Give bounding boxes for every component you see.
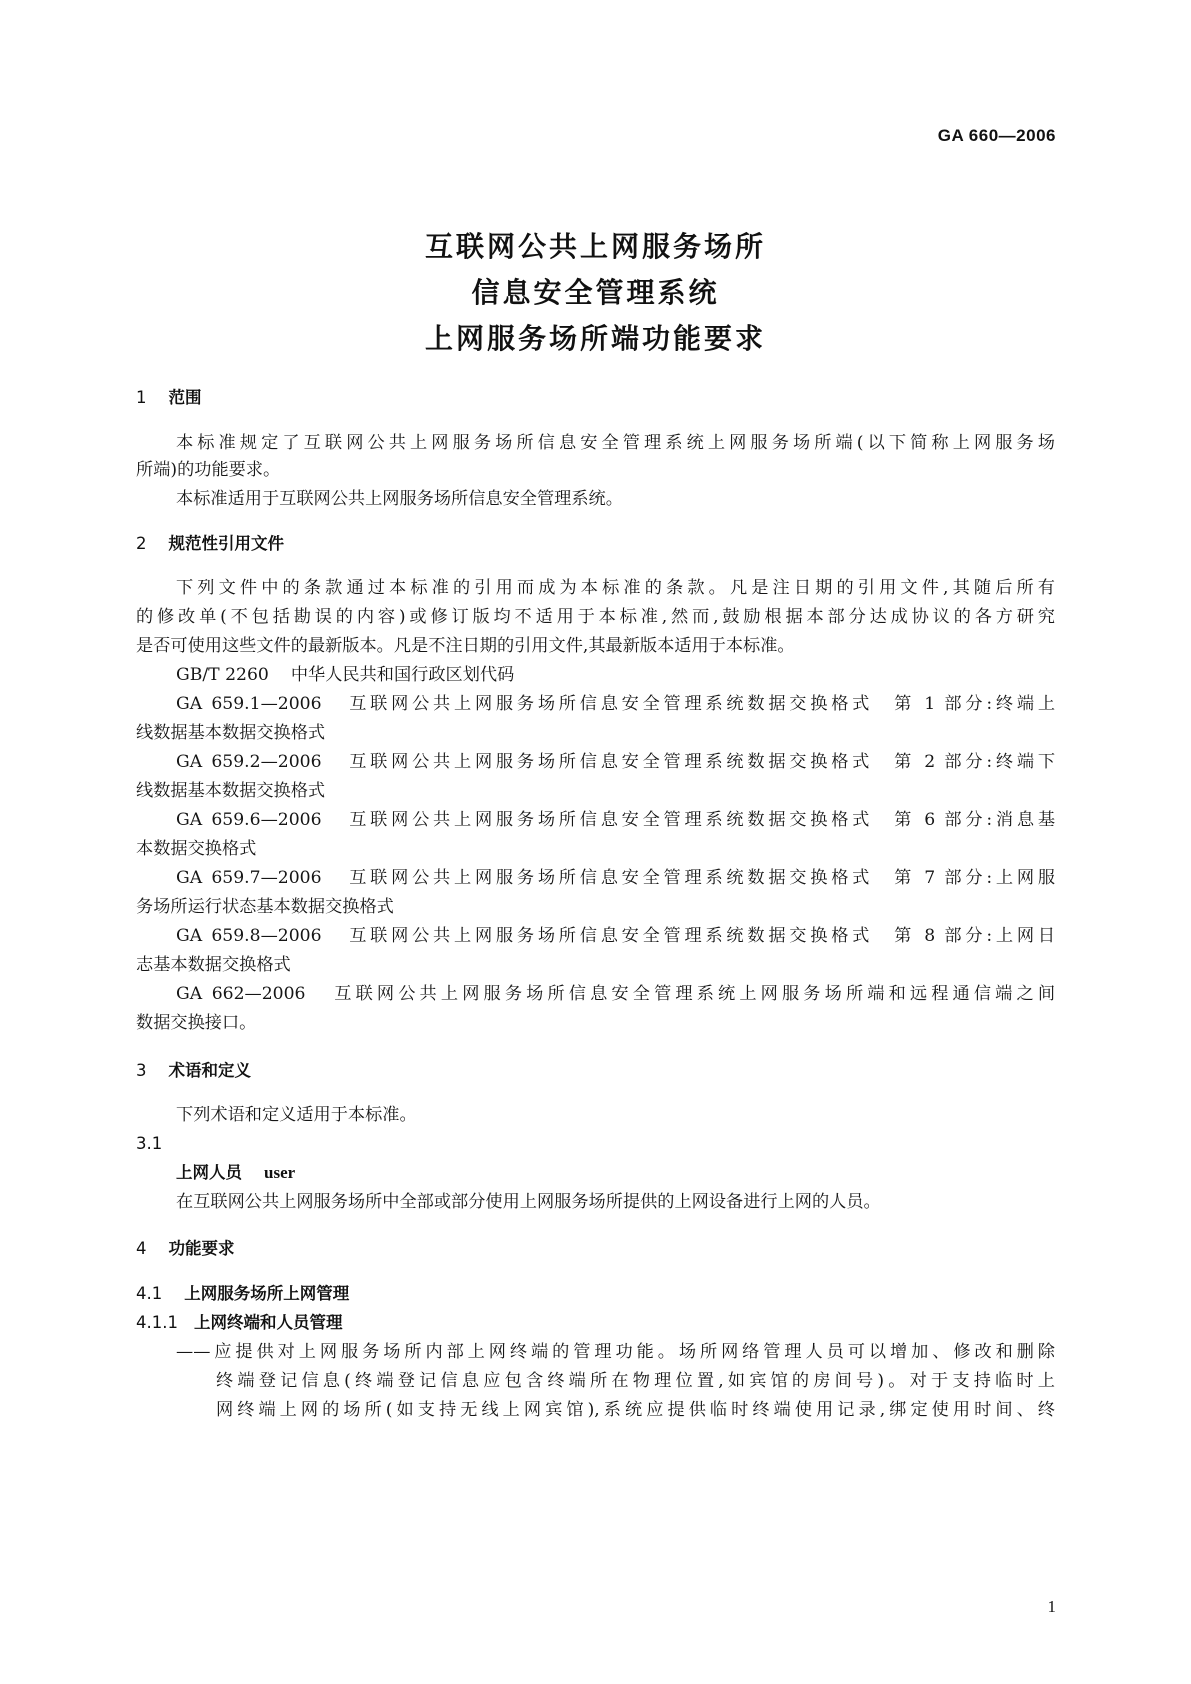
ref-item-7 <box>176 981 1055 1007</box>
sec1-para1-line1: 本标准规定了互联网公共上网服务场所信息安全管理系统上网服务场所端(以下简称上网服务场 <box>176 433 1055 453</box>
sec2-para1-line2: 的修改单(不包括勘误的内容)或修订版均不适用于本标准,然而,鼓励根据本部分达成协议的各方研究 <box>136 607 1055 627</box>
ref-item-2-cont: 线数据基本数据交换格式 <box>136 723 326 743</box>
ref-title: 互联网公共上网服务场所信息安全管理系统数据交换格式 第 7 部分:上网服 <box>349 868 1056 888</box>
ref-title: 互联网公共上网服务场所信息安全管理系统数据交换格式 第 1 部分:终端上 <box>349 694 1056 714</box>
sec1-para2: 本标准适用于互联网公共上网服务场所信息安全管理系统。 <box>176 489 623 509</box>
ref-item-4 <box>176 807 1055 833</box>
ref-code: GA 659.7—2006 <box>176 868 322 888</box>
section-1-title: 范围 <box>168 388 202 407</box>
sec1-para1-line2: 所端)的功能要求。 <box>136 460 281 480</box>
section-4-number: 4 <box>136 1239 147 1258</box>
ref-code: GA 659.8—2006 <box>176 926 322 946</box>
section-3-number: 3 <box>136 1061 147 1080</box>
subsection-4-1-number: 4.1 <box>136 1284 163 1303</box>
title-line-3: 上网服务场所端功能要求 <box>424 322 766 355</box>
ref-item-3-cont: 线数据基本数据交换格式 <box>136 781 326 801</box>
section-2-title: 规范性引用文件 <box>168 534 284 553</box>
ref-item-2 <box>176 691 1055 717</box>
section-2-heading <box>136 531 284 557</box>
ref-title: 中华人民共和国行政区划代码 <box>290 665 515 685</box>
term-entry <box>176 1160 295 1186</box>
section-3-title: 术语和定义 <box>168 1061 251 1080</box>
list-item-1-line3: 网终端上网的场所(如支持无线上网宾馆),系统应提供临时终端使用记录,绑定使用时间、终 <box>216 1400 1055 1420</box>
term-chinese: 上网人员 <box>176 1163 242 1182</box>
title-line-1: 互联网公共上网服务场所 <box>424 230 766 263</box>
section-4-title: 功能要求 <box>168 1239 235 1258</box>
section-1-number: 1 <box>136 388 147 407</box>
ref-title: 互联网公共上网服务场所信息安全管理系统数据交换格式 第 8 部分:上网日 <box>349 926 1056 946</box>
ref-item-4-cont: 本数据交换格式 <box>136 839 257 859</box>
ref-item-6 <box>176 923 1055 949</box>
ref-item-5 <box>176 865 1055 891</box>
ref-code: GA 659.6—2006 <box>176 810 322 830</box>
page-number: 1 <box>1047 1597 1056 1616</box>
section-1-heading <box>136 385 202 411</box>
subsection-4-1-1-title: 上网终端和人员管理 <box>193 1313 343 1332</box>
sec2-para1-line1: 下列文件中的条款通过本标准的引用而成为本标准的条款。凡是注日期的引用文件,其随后所有 <box>176 578 1055 598</box>
list-item-1-line2: 终端登记信息(终端登记信息应包含终端所在物理位置,如宾馆的房间号)。对于支持临时上 <box>216 1371 1055 1391</box>
standard-code: GA 660—2006 <box>937 126 1056 145</box>
ref-item-6-cont: 志基本数据交换格式 <box>136 955 291 975</box>
sec3-para1: 下列术语和定义适用于本标准。 <box>176 1105 417 1125</box>
section-2-number: 2 <box>136 534 147 553</box>
subsection-4-1-heading <box>136 1281 349 1307</box>
ref-code: GB/T 2260 <box>176 665 269 685</box>
ref-title: 互联网公共上网服务场所信息安全管理系统数据交换格式 第 6 部分:消息基 <box>349 810 1056 830</box>
subsection-4-1-1-number: 4.1.1 <box>136 1313 178 1332</box>
section-3-heading <box>136 1058 251 1084</box>
section-4-heading <box>136 1236 235 1262</box>
term-english: user <box>264 1163 296 1182</box>
ref-code: GA 659.2—2006 <box>176 752 322 772</box>
ref-item-1 <box>176 662 514 688</box>
subsection-3-1-number: 3.1 <box>136 1134 163 1153</box>
title-line-2: 信息安全管理系统 <box>471 276 720 309</box>
ref-item-5-cont: 务场所运行状态基本数据交换格式 <box>136 897 394 917</box>
subsection-4-1-1-heading <box>136 1310 342 1336</box>
sec2-para1-line3: 是否可使用这些文件的最新版本。凡是不注日期的引用文件,其最新版本适用于本标准。 <box>136 636 795 656</box>
ref-item-7-cont: 数据交换接口。 <box>136 1013 257 1033</box>
list-item-1-line1: ——应提供对上网服务场所内部上网终端的管理功能。场所网络管理人员可以增加、修改和删除 <box>176 1342 1055 1362</box>
ref-item-3 <box>176 749 1055 775</box>
ref-title: 互联网公共上网服务场所信息安全管理系统上网服务场所端和远程通信端之间 <box>334 984 1056 1004</box>
ref-code: GA 662—2006 <box>176 984 306 1004</box>
term-definition: 在互联网公共上网服务场所中全部或部分使用上网服务场所提供的上网设备进行上网的人员。 <box>176 1192 881 1212</box>
subsection-4-1-title: 上网服务场所上网管理 <box>184 1284 350 1303</box>
ref-code: GA 659.1—2006 <box>176 694 322 714</box>
ref-title: 互联网公共上网服务场所信息安全管理系统数据交换格式 第 2 部分:终端下 <box>349 752 1056 772</box>
